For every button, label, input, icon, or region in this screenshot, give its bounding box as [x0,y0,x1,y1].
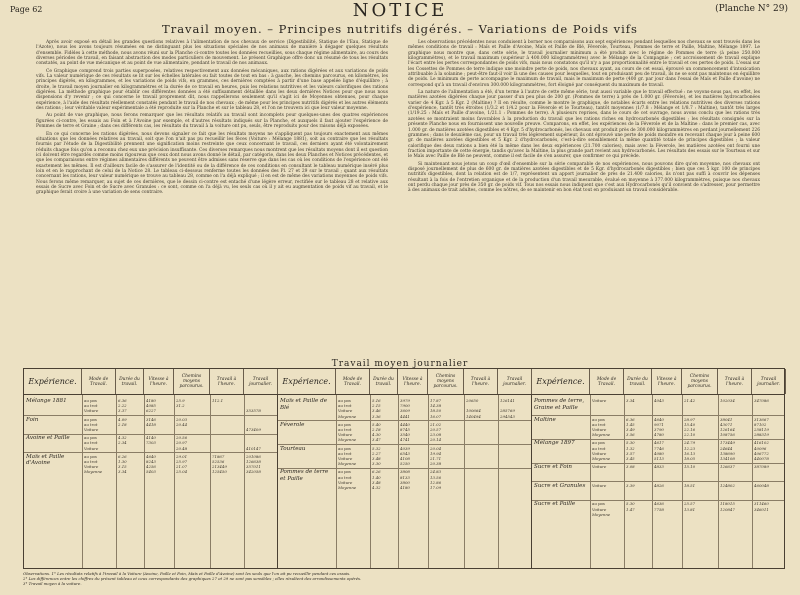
table-notes [23,571,785,586]
table-cell: 5113 [654,456,664,461]
table-cell: Voiture [338,432,353,438]
table-cell: 18.51 [684,482,696,488]
table-cell: 3.48 [372,456,381,461]
table-cell: Voiture [84,408,99,414]
table-body [24,395,277,568]
table-cell: au pas [592,416,605,422]
table-cell: 4.32 [372,485,381,490]
table-section [532,369,784,568]
table-cell: au pas [84,416,97,422]
table-cell: 120847 [720,506,735,512]
table-cell: 6543 [400,450,410,456]
table-cell: 140494 [466,413,481,419]
column-header: Travail journalier. [244,369,278,394]
table-cell: au pas [338,398,351,403]
work-table [23,368,785,569]
table-cell: 22.16 [684,427,696,432]
table-cell: 1.47 [626,506,635,512]
table-cell: 2.18 [372,427,381,432]
table-cell: 4256 [146,464,156,470]
table-cell: 28.97 [684,416,696,422]
table-cell: 3979 [400,398,410,403]
table-cell: 25.04 [176,469,188,475]
column-header: Travail à l'heure. [718,369,752,394]
table-cell: 3790 [654,427,664,432]
table-cell: 6.26 [372,469,381,475]
experience-label: Mélange 1897 [534,440,575,447]
table-header [278,369,531,395]
table-cell: 7758 [654,506,664,512]
table-cell: 1.30 [118,459,127,464]
table-cell: 4.32 [118,435,127,441]
experience-label: Tourteau [280,445,306,452]
table-cell: 5.40 [372,421,381,427]
table-cell: au trot [84,440,98,446]
table-cell: 4640 [654,416,664,422]
table-cell: Voiture [592,450,607,456]
experience-label: Mélange 1881 [26,398,67,404]
table-cell: 126637 [720,464,735,470]
left-text-column [36,40,388,198]
table-cell: au trot [592,445,606,451]
table-cell: Voiture [84,445,99,451]
column-header: Expérience. [278,369,336,394]
column-header: Mode de Travail. [590,369,624,394]
table-cell: 4418 [146,421,156,427]
table-cell: 29.01 [176,453,188,459]
table-cell: 410147 [246,445,261,451]
table-cell: 21.42 [684,398,696,403]
table-cell: 126164 [720,427,735,432]
table-cell: 118015 [720,501,735,507]
table-cell: 20.38 [430,461,442,467]
column-header: Chemins moyens parcourus. [174,369,210,394]
table-cell: 311460 [754,501,769,507]
table-cell: 173449 [720,440,735,446]
table-cell: au pas [84,453,97,459]
table-cell: 460048 [754,482,769,488]
table-cell: 20.04 [430,445,442,451]
table-cell: 7303 [146,440,156,446]
table-cell: 126141 [500,398,515,403]
table-cell: 3.48 [372,479,381,485]
table-cell: 3808 [400,469,410,475]
table-cell: 4780 [654,432,664,438]
experience-label: Sucre et Paille [534,501,576,508]
table-cell: au trot [338,450,352,456]
table-cell: 22.10 [684,432,696,438]
table-cell: 12.86 [430,479,442,485]
table-cell: 347086 [754,398,769,403]
table-cell: 3.39 [626,482,635,488]
table-cell: au pas [84,435,97,441]
table-cell: au pas [592,440,605,446]
table-cell: 20.97 [176,440,188,446]
table-cell: 3800 [400,479,410,485]
table-cell: 108756 [720,432,735,438]
column-header: Travail à l'heure. [210,369,244,394]
table-cell: au pas [592,501,605,507]
table-cell: 5250 [400,461,410,467]
table-cell: 7746 [654,445,664,451]
paragraph: Au point de vue graphique, nous ferons remarquer que les résultats relatifs au travail sont incomplets pour quelques-unes des quatres expériences figurées ci-contre, les essais au Foin et à l'Avoine par exemple, et d'autres résultats indiqués sur la Planche, et auxquels il faut ajouter l'expérience de Pommes de terre et Graine ; dans ces différents cas, les résultats du travail à la voiture ont pu, seuls, être reproduits pour des raisons déjà exposées. [36,113,388,130]
table-cell: au trot [592,421,606,427]
table-cell: 5.30 [626,501,635,507]
table-cell: 138690 [720,450,735,456]
table-cell: 134108 [720,456,735,461]
table-cell: 406772 [754,450,769,456]
table-section [24,369,278,568]
column-header: Travail journalier. [498,369,532,394]
table-cell: au pas [338,445,351,451]
table-cell: 5403 [146,469,156,475]
table-cell: 4080 [654,450,664,456]
table-cell: 20.57 [430,427,442,432]
table-cell: 285769 [500,408,515,414]
table-cell: 20.56 [176,435,188,441]
table-cell: 18.05 [684,456,696,461]
table-cell: 2.34 [118,440,127,446]
table-header [24,369,277,395]
experience-label: Maltine [534,416,556,423]
table-cell: 4441 [400,413,410,419]
column-header: Durée du travail. [624,369,652,394]
table-cell: 357011 [246,464,261,470]
table-cell: 3.56 [626,432,635,438]
table-section [278,369,532,568]
planche-label: (Planche N° 29) [715,4,788,14]
table-cell: 3.45 [626,456,635,461]
table-cell: au trot [84,421,98,427]
paragraph: Ce Graphique comprend trois parties superposées, relatives respectivement aux données mécaniques, aux rations digérées et aux variations de poids vifs. La valeur numérique de ces résultats se lit sur les échelles latérales ou fait toutes de tout en bas : à gauche, les chemins parcourus, en kilomètres, les principes digérés, en kilogrammes, et les variations de poids vifs, en grammes, ces dernières comptées à partir d'une base appelée ligne d'équilibre ; à droite, le travail moyen journalier en kilogrammètres et la durée de ce travail en heures, puis les relations nutritives et les valeurs calorifiques des rations digérées. La méthode graphique pour établir ces différentes données a été suffisamment détaillée dans les deux dernières Notices pour que nous nous dispensions d'y revenir ; ce qui concerne le travail proprement dit, nous rappellerons seulement qu'il s'agit ici de Moyennes obtenues, pour chaque expérience, à l'aide des résultats réellement constatés pendant le travail de nos chevaux ; de même pour les principes nutritifs digérés et les autres éléments des rations ; leur véritable valeur expérimentale a été reproduite sur la Planche et sur le tableau 28, et l'on ne trouvera ici que leur valeur moyenne. [36,68,388,112]
table-cell: 20650 [466,398,479,403]
column-header: Durée du travail. [116,369,144,394]
column-divider [144,395,145,568]
table-cell: Voiture [338,456,353,461]
column-header: Travail journalier. [752,369,786,394]
table-cell: 6.36 [118,398,127,403]
table-cell: 4833 [654,464,664,470]
experience-label: Féverole [280,421,305,428]
table-cell: 52536 [212,459,225,464]
page-number: Page 62 [10,5,43,14]
column-divider [116,395,117,568]
table-cell: 8745 [400,427,410,432]
table-cell: 258119 [754,427,769,432]
table-cell: 21.02 [430,421,442,427]
table-cell: 4043 [654,398,664,403]
table-cell: 3.46 [372,408,381,414]
table-cell: au trot [84,459,98,464]
note-line: Observations. 1° Les résultats relatifs à l'travail à la Voiture (Avoine, Paille et Foin, Maïs et Paille d'Avoine) sont les seuls que l'on ait pu recueillir pendant ces essais. [23,571,351,576]
table-cell: 3.47 [372,437,381,443]
table-cell: 4.09 [118,416,127,422]
table-cell: Moyenne [84,469,103,475]
table-cell: 473409 [246,427,261,432]
table-cell: Moyenne [592,432,611,438]
table-cell: 8133 [400,474,410,480]
table-cell: 4108 [400,456,410,461]
table-cell: 4440 [400,421,410,427]
table-cell: 125450 [212,469,227,475]
table-cell: 4180 [400,485,410,490]
table-cell: 4741 [400,437,410,443]
table-cell: 2.27 [372,450,381,456]
column-header: Chemins moyens parcourus. [428,369,464,394]
table-cell: Voiture [84,427,99,432]
experience-label: Maïs et Paille de Blé [280,398,328,411]
table-cell: 288319 [754,432,769,438]
table-cell: 2.15 [372,403,381,409]
table-cell: 6.26 [118,453,127,459]
table-cell: 20.44 [176,421,188,427]
table-cell: 71867 [212,453,225,459]
table-cell: 1.40 [372,474,381,480]
table-cell: 3.34 [118,469,127,475]
table-cell: 102034 [720,398,735,403]
table-cell: 6.36 [626,416,635,422]
table-title: Travail moyen journalier [331,359,469,369]
table-cell: Moyenne [338,485,357,490]
table-cell: 3.34 [626,398,635,403]
table-cell: 16.07 [430,413,442,419]
column-header: Mode de Travail. [82,369,116,394]
table-cell: au trot [338,403,352,409]
table-cell: Voiture [338,479,353,485]
table-cell: Moyenne [338,413,357,419]
table-cell: 15.40 [684,421,696,427]
page-subtitle: Travail moyen. – Principes nutritifs digérés. – Variations de Poids vifs [162,22,638,36]
experience-label: Maïs et Paille d'Avoine [26,453,65,467]
paragraph: En ce qui concerne les rations digérées, nous devons signaler ce fait que les résultats moyens ne s'appliquent pas toujours exactement aux mêmes situations que les données relatives au travail, soit que l'on n'ait pas pu recueillir les fèces (Voiture : Mélange 1881), soit au contraire que les résultats fournis par l'étude de la Digestibilité prennent une signification moins restreinte que ceux concernant le travail, ces derniers ayant été volontairement réduits chaque fois qu'on a reconnu chez eux une précision insuffisante. Ces diverses remarques nous montrent que les résultats moyens dont il est question ici doivent être regardés comme moins rigoureux que ceux dont nous avons donné le détail, par catégorie, dans les deux Planches et Notices précédentes, et que les comparaisons entre régimes alimentaires différents ne peuvent être admises sans réserve que dans les cas où les conditions de l'expérience ont été exactement les mêmes. Il est d'ailleurs facile de s'assurer de l'identité ou de la différence de ces conditions en consultant le tableau numérique inséré plus loin et en le rapprochant de celui de la Notice 28. Le tableau ci-dessous renferme toutes les données des Pl. 27 et 29 sur le travail ; quant aux résultats concernant les rations, leur valeur numérique se trouve au tableau 28, comme on l'a déjà expliqué ; il en est de même des variations moyennes de poids vifs. Nous ferons même remarquer, au sujet de ces dernières, que le dessin ci-contre est entaché d'une légère erreur, rectifiée sur le tableau 28 et relative aux essais de Sucre avec Foin et de Sucre avec Granules : ce sont, comme on l'a déjà vu, les seuls cas où il y ait eu augmentation de poids vif au travail, et le graphique ferait croire à une variation de sens contraire. [36,131,388,196]
table-cell: 416102 [754,440,769,446]
table-cell: 3.57 [626,450,635,456]
paragraph: Les observations précédentes nous conduisent à borner nos comparaisons aux sept expériences pendant lesquelles nos chevaux se sont trouvés dans les mêmes conditions de travail : Maïs et Paille d'Avoine, Maïs et Paille de Blé, Féverole, Tourteau, Pommes de terre et Paille, Maltine, Mélange 1897. Le graphique nous montre que, dans cette série, le travail journalier minimum a été produit avec le régime de Pommes de terre (à peine 250.000 kilogrammètres), et le travail maximum (supérieur à 400.000 kilogrammètres) avec le Mélange de la Compagnie ; cet accroissement de travail explique l'écart entre les pertes correspondantes de poids vifs, mais nous constatons qu'il n'y a pas proportionnalité entre le travail et ces pertes de poids. L'essai sur les Cossettes de Pommes de terre indique une moindre perte de poids, nos chevaux ayant, au cours de cet essai, éprouvé un commencement d'intoxication attribuable à la solanine ; peut-être faut-il voir là une des causes pour lesquelles, tout en produisant peu de travail, ils ne se sont pas maintenus en équilibre de poids. Le minimum de perte accompagne le maximum de travail, mais le maximum de perte (400 gr. par jour dans l'essai de Maïs et Paille d'avoine) ne correspond qu'à un travail d'environ 300.000 kilogrammètres, fort éloigné par conséquent du maximum de travail. [408,40,760,88]
table-cell: 6227 [146,408,156,414]
table-cell: 15.10 [684,464,696,470]
table-cell: au pas [338,469,351,475]
table-cell: 21.07 [176,464,188,470]
table-cell: 4640 [146,453,156,459]
table-cell: 4636 [654,501,664,507]
table-cell: 294543 [500,413,515,419]
table-cell: 5.32 [372,445,381,451]
paragraph: La nature de l'alimentation a été, d'un terme à l'autre de cette même série, tout aussi variable que le travail effectué : ne voyons-nous pas, en effet, les matières azotées digérées chaque jour passer d'un peu plus de 200 gr. (Pommes de terre) à près de 1.000 gr. (Féverole), et les matières hydrocarbonées varier de 4 Kgr. à 5 Kgr. 2 (Maltine) ? Il en résulte, comme le montre le graphique, de notables écarts entre les relations nutritives des diverses rations d'expérience, tantôt très étroites (1/3.2 et 1/4.2 pour la Féverole et le Tourteau), tantôt moyennes (1/7.8 : Mélange et 1/8.7 : Maltine), tantôt très larges (1/19.25 : Maïs et Paille d'avoine, 1/21.1 : Pommes de terre). À plusieurs reprises, dans le cours de cet ouvrage, nous avons conclu que les rations très azotées se montraient moins favorables à la production du travail que les rations riches en hydrocarbonés digestibles ; les résultats consignés sur la présente Planche nous en fournissent une nouvelle preuve. Comparons, en effet, les expériences de la Féverole et de la Maltine : dans le premier cas, avec 1.000 gr. de matières azotées digestibles et 4 Kgr. 5 d'hydrocarbonés, les chevaux ont produit près de 300.000 kilogrammètres en perdant journellement 226 grammes ; dans le deuxième cas, pour un travail très légèrement supérieur, ils ont éprouvé une perte de poids moindre en recevant chaque jour à peine 600 gr. de matières azotées digestibles et 5 Kgr. 2 d'hydrocarbonés, c'est-à-dire sensiblement la même quantité totale de principes digestibles ; la valeur calorifique des deux rations a bien été la même dans les deux expériences (21.700 calories), mais avec la Féverole, les matières azotées ont fourni une fraction importante de cette énergie, tandis qu'avec la Maltine, la plus grande part revient aux hydrocarbonés. Les résultats des essais sur le Tourteau et sur le Maïs avec Paille de Blé ne peuvent, comme il est facile de s'en assurer, que confirmer ce qui précède. [408,90,760,160]
paragraph: Après avoir exposé en détail les grandes questions relatives à l'alimentation de nos chevaux de service (Digestibilité, Statique de l'Eau, Statique de l'Azote), nous les avons toujours résumées en ne distinguant plus les situations spéciales de nos animaux de manière à dégager quelques résultats d'ensemble. Fidèles à cette méthode, nous avons réuni sur la Planche ci-contre toutes les données recueillies, sous chaque régime alimentaire, au cours des diverses périodes de travail, en faisant abstraction des modes particuliers de mouvement. Le présent Graphique offre donc un résumé de tous les résultats constatés, au point de vue mécanique et au point de vue alimentaire, pendant le travail de nos animaux. [36,40,388,67]
table-cell: 87102 [754,421,767,427]
column-divider [244,395,245,568]
table-cell: 5.30 [626,440,635,446]
experience-label: Foin [26,416,39,423]
table-cell: 9071 [654,421,664,427]
table-cell: au trot [84,403,98,409]
table-cell: 124802 [720,482,735,488]
table-cell: 4617 [654,440,664,446]
column-header: Mode de Travail. [336,369,370,394]
table-cell: 3.37 [118,408,127,414]
table-cell: Moyenne [338,437,357,443]
table-cell: 3.36 [372,413,381,419]
table-cell: 126638 [246,459,261,464]
table-cell: 3.49 [626,427,635,432]
column-header: Vitesse à l'heure. [144,369,174,394]
table-cell: 17.87 [430,398,442,403]
experience-label: Pommes de terre, Graine et Paille [534,398,585,411]
table-cell: 342058 [246,469,261,475]
table-header [532,369,784,395]
table-cell: 14.38 [430,403,442,409]
table-cell: 313667 [754,416,769,422]
table-cell: 25.57 [684,501,696,507]
table-cell: 2.22 [118,403,127,409]
page-title: NOTICE [352,0,448,21]
table-cell: 24.79 [684,440,696,446]
table-cell: 112.1 [212,398,224,403]
table-cell: 3.30 [372,461,381,467]
table-cell: 4180 [146,398,156,403]
table-cell: 4.30 [372,432,381,438]
table-cell: 353578 [246,408,261,414]
table-cell: 213449 [212,464,227,470]
table-cell: 201086 [246,453,261,459]
table-cell: Voiture [592,464,607,470]
experience-label: Avoine et Paille [26,435,70,442]
column-header: Vitesse à l'heure. [398,369,428,394]
table-cell: 3.08 [626,464,635,470]
table-cell: 1.32 [626,445,635,451]
table-cell: 346011 [754,506,769,512]
table-cell: 24644 [720,445,733,451]
table-cell: 38041 [720,416,733,422]
table-cell: 2.18 [118,421,127,427]
table-cell: 4039 [400,445,410,451]
table-cell: 1.45 [626,421,635,427]
table-cell: 12.23 [684,445,696,451]
table-cell: 18.50 [430,408,442,414]
table-cell: 20.14 [430,437,442,443]
column-divider [210,395,211,568]
table-cell: Moyenne [338,461,357,467]
table-cell: 8243 [146,459,156,464]
table-cell: 3609 [400,408,410,414]
table-body [532,395,784,568]
column-header: Expérience. [24,369,82,394]
table-cell: 24.83 [430,469,442,475]
experience-label: Sucre et Granules [534,482,586,489]
table-cell: Moyenne [592,511,611,517]
right-text-column [408,40,760,196]
table-cell: 13.56 [430,474,442,480]
experience-label: Sucre et Foin [534,464,573,471]
column-header: Chemins moyens parcourus. [682,369,718,394]
table-cell: 23.08 [430,432,442,438]
table-cell: 17.09 [430,485,442,490]
table-cell: 3.15 [118,464,127,470]
table-cell: 21.71 [430,456,442,461]
table-cell: Voiture [84,464,99,470]
table-cell: Voiture [592,506,607,512]
experience-label: Pommes de terre et Paille [280,469,329,482]
table-cell: 13.81 [684,506,696,512]
table-cell: 5.16 [372,398,381,403]
table-cell: 25.9 [176,398,185,403]
table-cell: 40096 [754,445,767,451]
table-cell: 43071 [720,421,733,427]
column-header: Travail à l'heure. [464,369,498,394]
table-cell: 3146 [146,416,156,422]
table-cell: au pas [338,421,351,427]
table-cell: 4826 [654,482,664,488]
table-cell: 3540 [400,432,410,438]
note-line: 3° Travail moyen à la voiture. [23,581,82,586]
note-line: 2° Les différences entre les chiffres du présent tableau et ceux correspondants des graphiques 27 et 29 ne sont pas sensibles ; elles résultent des arrondissements opérés. [23,576,362,581]
table-body [278,395,531,568]
table-cell: Voiture [338,408,353,414]
table-cell: Voiture [592,482,607,488]
column-header: Durée du travail. [370,369,398,394]
table-cell: au trot [338,474,352,480]
table-cell: 20.48 [176,445,188,451]
paragraph: Si maintenant nous jetons un coup d'œil d'ensemble sur la série comparable de nos expériences, nous pouvons dire qu'en moyenne, nos chevaux ont disposé journellement de plus de 600 gr. de matières azotées digestibles et de 5 Kgr. d'hydrocarbonés digestibles ; bien que ces 5 kgr. 100 de principes nutritifs digestibles, dont la relation est de 1/7, représentent un apport journalier de près de 21.400 calories, ils n'ont pas suffi à couvrir les dépenses résultant à la fois de l'entretien organique et de la production d'un travail mesurable, évalué en moyenne à 377.000 kilogrammètres, puisque nos chevaux ont perdu chaque jour près de 350 gr. de poids vif. Tous nos essais nous indiquent que c'est aux Hydrocarbonés qu'il convient de s'adresser, pour permettre à des animaux de trait adultes, comme les nôtres, de se maintenir en bon état tout en produisant un travail considérable. [408,161,760,194]
table-cell: 25.97 [176,459,188,464]
column-header: Vitesse à l'heure. [652,369,682,394]
table-cell: 100664 [466,408,481,414]
table-cell: 4140 [146,435,156,441]
table-cell: Voiture [592,427,607,432]
table-cell: 440078 [754,456,769,461]
table-cell: 4085 [146,403,156,409]
column-divider [174,395,175,568]
table-cell: 20.03 [176,416,188,422]
table-cell: Voiture [592,398,607,403]
table-cell: 7900 [400,403,410,409]
table-cell: 387089 [754,464,769,470]
table-cell: 19.94 [430,450,442,456]
table-cell: 16.13 [684,450,696,456]
table-cell: au pas [84,398,97,403]
table-cell: 31.2 [176,403,185,409]
table-cell: Moyenne [592,456,611,461]
column-header: Expérience. [532,369,590,394]
column-divider [82,395,83,568]
table-cell: au trot [338,427,352,432]
